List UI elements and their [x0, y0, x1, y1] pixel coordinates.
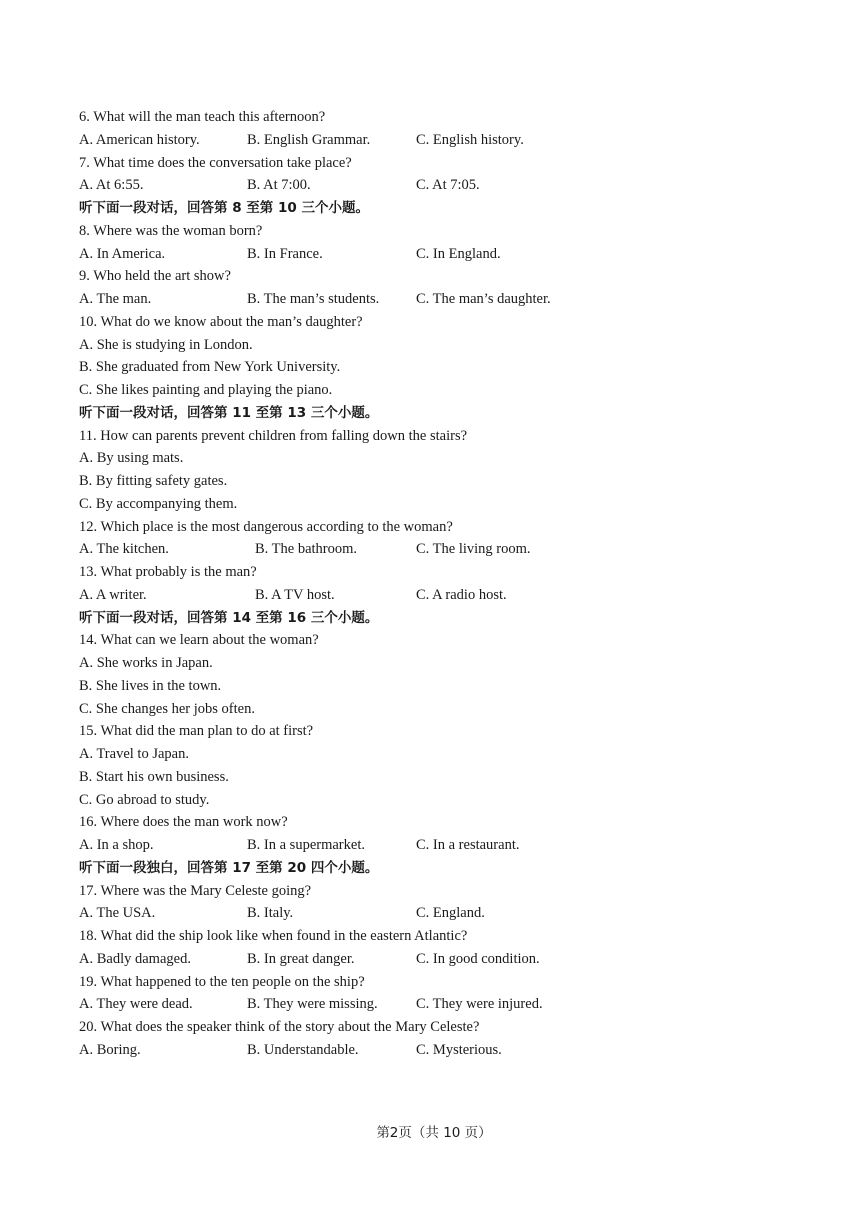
option-11c: C. By accompanying them. [79, 495, 238, 512]
option-19c: C. They were injured. [416, 996, 543, 1013]
question-12: 12. Which place is the most dangerous according to the woman? [79, 518, 453, 535]
options-17 [79, 902, 839, 925]
option-19a: A. They were dead. [79, 996, 193, 1013]
option-8c: C. In England. [416, 245, 501, 262]
instruction-11-13: 听下面一段对话，回答第 11 至第 13 三个小题。 [79, 404, 379, 421]
question-17: 17. Where was the Mary Celeste going? [79, 882, 312, 899]
options-7 [79, 174, 839, 197]
option-10c: C. She likes painting and playing the piano. [79, 382, 333, 398]
options-9 [79, 288, 839, 311]
option-11a: A. By using mats. [79, 450, 184, 467]
option-13c: C. A radio host. [416, 586, 507, 603]
option-9c: C. The man’s daughter. [416, 291, 551, 307]
options-19 [79, 993, 839, 1016]
question-8: 8. Where was the woman born? [79, 222, 263, 239]
options-20 [79, 1039, 839, 1062]
option-10b: B. She graduated from New York University. [79, 359, 341, 376]
option-18b: B. In great danger. [247, 950, 355, 967]
question-9: 9. Who held the art show? [79, 268, 231, 285]
option-14b: B. She lives in the town. [79, 677, 222, 694]
option-14c: C. She changes her jobs often. [79, 700, 255, 717]
options-12 [79, 538, 839, 561]
page-footer: 第2页（共 10 页） [376, 1125, 492, 1141]
option-18c: C. In good condition. [416, 950, 540, 967]
option-8a: A. In America. [79, 245, 166, 262]
option-20c: C. Mysterious. [416, 1041, 502, 1058]
option-10a: A. She is studying in London. [79, 336, 253, 353]
option-9b: B. The man’s students. [247, 291, 380, 307]
option-15a: A. Travel to Japan. [79, 746, 189, 762]
option-15b: B. Start his own business. [79, 768, 229, 785]
options-16 [79, 834, 839, 857]
instruction-17-20: 听下面一段独白，回答第 17 至第 20 四个小题。 [79, 859, 379, 876]
question-14: 14. What can we learn about the woman? [79, 632, 319, 649]
option-12c: C. The living room. [416, 541, 531, 558]
option-6a: A. American history. [79, 131, 200, 148]
instruction-14-16: 听下面一段对话，回答第 14 至第 16 三个小题。 [79, 609, 379, 626]
option-8b: B. In France. [247, 245, 323, 262]
option-12b: B. The bathroom. [255, 541, 358, 558]
option-6b: B. English Grammar. [247, 131, 371, 148]
option-14a: A. She works in Japan. [79, 655, 213, 671]
options-6 [79, 129, 839, 152]
question-16: 16. Where does the man work now? [79, 814, 288, 831]
option-12a: A. The kitchen. [79, 541, 169, 558]
option-17b: B. Italy. [247, 905, 294, 922]
option-16a: A. In a shop. [79, 837, 154, 853]
option-18a: A. Badly damaged. [79, 950, 191, 967]
options-13 [79, 584, 839, 607]
question-6: 6. What will the man teach this afternoon? [79, 109, 326, 125]
option-19b: B. They were missing. [247, 996, 378, 1013]
option-6c: C. English history. [416, 131, 524, 148]
option-17a: A. The USA. [79, 905, 156, 922]
question-10: 10. What do we know about the man’s daughter? [79, 313, 363, 330]
option-9a: A. The man. [79, 291, 152, 307]
options-18 [79, 948, 839, 971]
option-16c: C. In a restaurant. [416, 837, 520, 853]
question-18: 18. What did the ship look like when found in the eastern Atlantic? [79, 928, 468, 944]
option-16b: B. In a supermarket. [247, 837, 365, 853]
option-7b: B. At 7:00. [247, 177, 311, 194]
option-17c: C. England. [416, 905, 485, 922]
options-8 [79, 243, 839, 266]
option-13a: A. A writer. [79, 586, 147, 603]
question-11: 11. How can parents prevent children from falling down the stairs? [79, 427, 468, 444]
question-15: 15. What did the man plan to do at first? [79, 723, 314, 740]
option-20b: B. Understandable. [247, 1041, 359, 1058]
option-20a: A. Boring. [79, 1041, 141, 1058]
option-13b: B. A TV host. [255, 586, 335, 603]
question-13: 13. What probably is the man? [79, 564, 257, 580]
option-7a: A. At 6:55. [79, 177, 144, 194]
question-20: 20. What does the speaker think of the story about the Mary Celeste? [79, 1019, 480, 1035]
option-7c: C. At 7:05. [416, 177, 480, 194]
option-11b: B. By fitting safety gates. [79, 473, 228, 489]
question-19: 19. What happened to the ten people on the ship? [79, 973, 365, 990]
option-15c: C. Go abroad to study. [79, 791, 210, 808]
listening-section [79, 106, 839, 1062]
instruction-8-10: 听下面一段对话，回答第 8 至第 10 三个小题。 [79, 200, 369, 216]
question-7: 7. What time does the conversation take place? [79, 154, 352, 171]
